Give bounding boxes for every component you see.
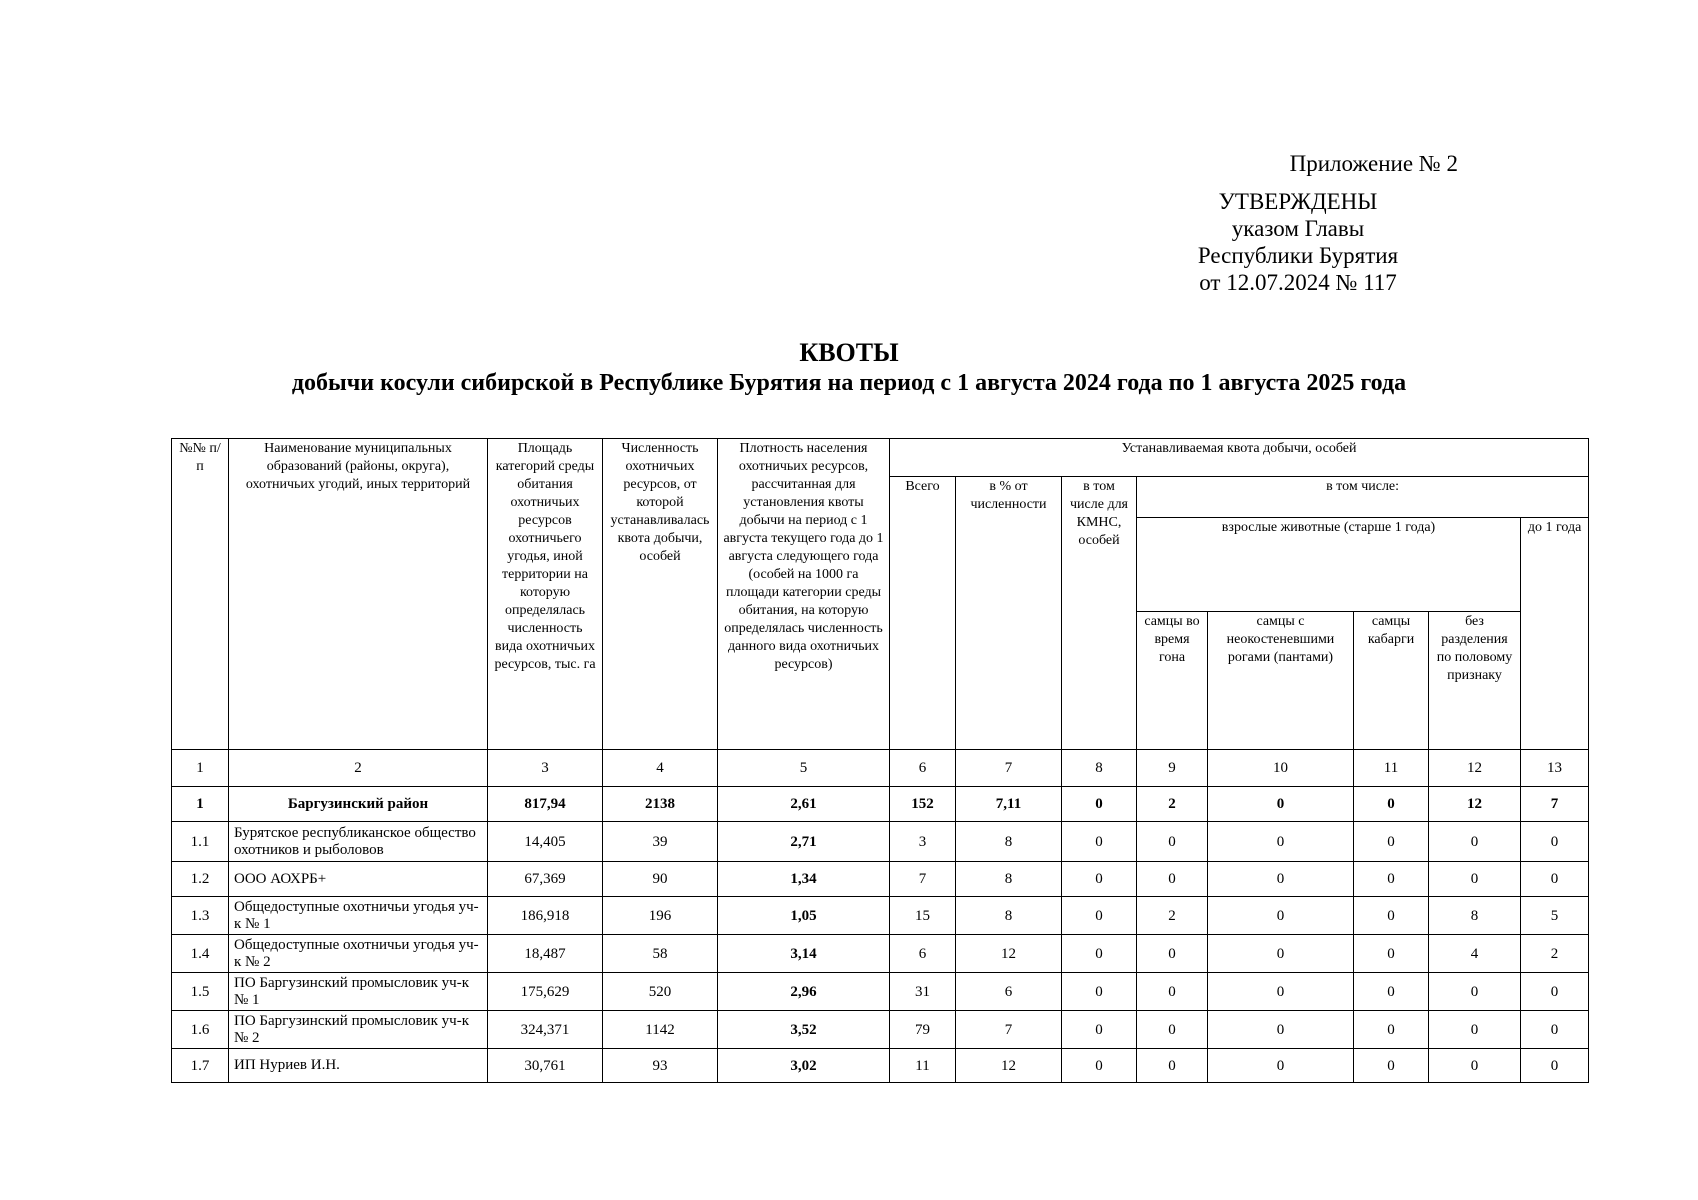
header-including: в том числе: bbox=[1137, 477, 1589, 518]
row-males-rut: 0 bbox=[1137, 1049, 1208, 1083]
row-young: 2 bbox=[1521, 935, 1589, 973]
row-young: 0 bbox=[1521, 862, 1589, 897]
row-total: 6 bbox=[890, 935, 956, 973]
row-kmns: 0 bbox=[1062, 935, 1137, 973]
row-kmns: 0 bbox=[1062, 1049, 1137, 1083]
row-musk-males: 0 bbox=[1354, 897, 1429, 935]
row-number: 1.2 bbox=[172, 862, 229, 897]
header-no-sex: без разделения по половому признаку bbox=[1429, 612, 1521, 750]
row-no-sex: 0 bbox=[1429, 862, 1521, 897]
column-number: 1 bbox=[172, 750, 229, 787]
approval-block bbox=[1138, 188, 1458, 296]
row-young: 0 bbox=[1521, 973, 1589, 1011]
row-young: 0 bbox=[1521, 822, 1589, 862]
column-number: 10 bbox=[1208, 750, 1354, 787]
row-musk-males: 0 bbox=[1354, 1049, 1429, 1083]
column-number: 5 bbox=[718, 750, 890, 787]
table-row bbox=[172, 822, 1589, 862]
row-name: ИП Нуриев И.Н. bbox=[229, 1049, 488, 1083]
row-number: 1 bbox=[172, 787, 229, 822]
row-males-rut: 0 bbox=[1137, 862, 1208, 897]
row-density: 2,96 bbox=[718, 973, 890, 1011]
row-area: 30,761 bbox=[488, 1049, 603, 1083]
table-row bbox=[172, 973, 1589, 1011]
row-count: 93 bbox=[603, 1049, 718, 1083]
row-males-antlers: 0 bbox=[1208, 1049, 1354, 1083]
row-males-antlers: 0 bbox=[1208, 973, 1354, 1011]
row-percent: 6 bbox=[956, 973, 1062, 1011]
row-kmns: 0 bbox=[1062, 973, 1137, 1011]
row-number: 1.1 bbox=[172, 822, 229, 862]
header-young: до 1 года bbox=[1521, 518, 1589, 750]
row-kmns: 0 bbox=[1062, 822, 1137, 862]
row-number: 1.6 bbox=[172, 1011, 229, 1049]
row-percent: 7 bbox=[956, 1011, 1062, 1049]
row-males-antlers: 0 bbox=[1208, 897, 1354, 935]
header-density: Плотность населения охотничьих ресурсов, рассчитанная для установления квоты добычи на период с 1 августа текущего года до 1 августа следующего года (особей на 1000 га площади категории среды обитания, на которую определялась численность данного вида охотничьих ресурсов) bbox=[718, 439, 890, 750]
row-density: 2,61 bbox=[718, 787, 890, 822]
row-young: 0 bbox=[1521, 1011, 1589, 1049]
row-total: 3 bbox=[890, 822, 956, 862]
row-name: Баргузинский район bbox=[229, 787, 488, 822]
row-males-rut: 0 bbox=[1137, 822, 1208, 862]
column-number: 13 bbox=[1521, 750, 1589, 787]
row-area: 14,405 bbox=[488, 822, 603, 862]
header-kmns: в том числе для КМНС, особей bbox=[1062, 477, 1137, 750]
row-density: 3,52 bbox=[718, 1011, 890, 1049]
row-area: 67,369 bbox=[488, 862, 603, 897]
row-males-rut: 0 bbox=[1137, 973, 1208, 1011]
header-males-antlers: самцы с неокостеневшими рогами (пантами) bbox=[1208, 612, 1354, 750]
row-area: 175,629 bbox=[488, 973, 603, 1011]
row-musk-males: 0 bbox=[1354, 787, 1429, 822]
column-number: 2 bbox=[229, 750, 488, 787]
decree-label: указом Главы bbox=[1231, 216, 1365, 241]
document-title: КВОТЫ bbox=[799, 338, 899, 367]
row-number: 1.3 bbox=[172, 897, 229, 935]
decree-date-number: от 12.07.2024 № 117 bbox=[1199, 270, 1397, 295]
row-musk-males: 0 bbox=[1354, 935, 1429, 973]
row-name: ПО Баргузинский промысловик уч-к № 2 bbox=[229, 1011, 488, 1049]
row-musk-males: 0 bbox=[1354, 973, 1429, 1011]
header-adults: взрослые животные (старше 1 года) bbox=[1137, 518, 1521, 612]
row-number: 1.7 bbox=[172, 1049, 229, 1083]
row-name: ООО АОХРБ+ bbox=[229, 862, 488, 897]
row-total: 31 bbox=[890, 973, 956, 1011]
header-name: Наименование муниципальных образований (районы, округа), охотничьих угодий, иных территорий bbox=[229, 439, 488, 750]
row-musk-males: 0 bbox=[1354, 1011, 1429, 1049]
row-number: 1.4 bbox=[172, 935, 229, 973]
row-musk-males: 0 bbox=[1354, 862, 1429, 897]
row-density: 3,14 bbox=[718, 935, 890, 973]
row-no-sex: 0 bbox=[1429, 1049, 1521, 1083]
row-name: Общедоступные охотничьи угодья уч-к № 1 bbox=[229, 897, 488, 935]
column-number: 8 bbox=[1062, 750, 1137, 787]
row-count: 520 bbox=[603, 973, 718, 1011]
header-quota-group: Устанавливаемая квота добычи, особей bbox=[890, 439, 1589, 477]
row-density: 1,05 bbox=[718, 897, 890, 935]
row-males-rut: 0 bbox=[1137, 935, 1208, 973]
row-percent: 12 bbox=[956, 1049, 1062, 1083]
row-no-sex: 0 bbox=[1429, 1011, 1521, 1049]
table-row bbox=[172, 1049, 1589, 1083]
column-number: 6 bbox=[890, 750, 956, 787]
row-count: 58 bbox=[603, 935, 718, 973]
row-count: 196 bbox=[603, 897, 718, 935]
row-males-antlers: 0 bbox=[1208, 787, 1354, 822]
column-numbers-row bbox=[172, 750, 1589, 787]
row-males-antlers: 0 bbox=[1208, 1011, 1354, 1049]
row-percent: 8 bbox=[956, 862, 1062, 897]
row-name: Бурятское республиканское общество охотников и рыболовов bbox=[229, 822, 488, 862]
row-young: 0 bbox=[1521, 1049, 1589, 1083]
row-density: 3,02 bbox=[718, 1049, 890, 1083]
row-count: 90 bbox=[603, 862, 718, 897]
row-number: 1.5 bbox=[172, 973, 229, 1011]
row-percent: 8 bbox=[956, 897, 1062, 935]
row-area: 18,487 bbox=[488, 935, 603, 973]
row-total: 11 bbox=[890, 1049, 956, 1083]
document-subtitle: добычи косули сибирской в Республике Бурятия на период с 1 августа 2024 года по 1 августа 2025 года bbox=[291, 370, 1407, 396]
row-males-antlers: 0 bbox=[1208, 935, 1354, 973]
column-number: 7 bbox=[956, 750, 1062, 787]
header-total: Всего bbox=[890, 477, 956, 750]
row-density: 1,34 bbox=[718, 862, 890, 897]
row-count: 2138 bbox=[603, 787, 718, 822]
row-total: 7 bbox=[890, 862, 956, 897]
row-kmns: 0 bbox=[1062, 862, 1137, 897]
quota-table bbox=[171, 438, 1589, 1083]
header-number: №№ п/п bbox=[172, 439, 229, 750]
row-kmns: 0 bbox=[1062, 897, 1137, 935]
row-males-rut: 0 bbox=[1137, 1011, 1208, 1049]
table-row bbox=[172, 1011, 1589, 1049]
column-number: 11 bbox=[1354, 750, 1429, 787]
column-number: 9 bbox=[1137, 750, 1208, 787]
row-area: 817,94 bbox=[488, 787, 603, 822]
row-males-antlers: 0 bbox=[1208, 822, 1354, 862]
row-name: Общедоступные охотничьи угодья уч-к № 2 bbox=[229, 935, 488, 973]
row-no-sex: 8 bbox=[1429, 897, 1521, 935]
row-name: ПО Баргузинский промысловик уч-к № 1 bbox=[229, 973, 488, 1011]
row-males-rut: 2 bbox=[1137, 897, 1208, 935]
table-row bbox=[172, 897, 1589, 935]
document-title-block bbox=[0, 337, 1698, 399]
row-total: 15 bbox=[890, 897, 956, 935]
row-density: 2,71 bbox=[718, 822, 890, 862]
row-total: 79 bbox=[890, 1011, 956, 1049]
header-area: Площадь категорий среды обитания охотничьих ресурсов охотничьего угодья, иной территории на которую определялась численность вида охотничьих ресурсов, тыс. га bbox=[488, 439, 603, 750]
row-musk-males: 0 bbox=[1354, 822, 1429, 862]
row-kmns: 0 bbox=[1062, 787, 1137, 822]
row-count: 1142 bbox=[603, 1011, 718, 1049]
row-total: 152 bbox=[890, 787, 956, 822]
row-no-sex: 4 bbox=[1429, 935, 1521, 973]
row-percent: 8 bbox=[956, 822, 1062, 862]
row-no-sex: 12 bbox=[1429, 787, 1521, 822]
column-number: 12 bbox=[1429, 750, 1521, 787]
row-area: 186,918 bbox=[488, 897, 603, 935]
column-number: 3 bbox=[488, 750, 603, 787]
header-count: Численность охотничьих ресурсов, от которой устанавливалась квота добычи, особей bbox=[603, 439, 718, 750]
row-percent: 7,11 bbox=[956, 787, 1062, 822]
table-row bbox=[172, 787, 1589, 822]
table-row bbox=[172, 935, 1589, 973]
row-area: 324,371 bbox=[488, 1011, 603, 1049]
row-percent: 12 bbox=[956, 935, 1062, 973]
column-number: 4 bbox=[603, 750, 718, 787]
row-count: 39 bbox=[603, 822, 718, 862]
header-musk-males: самцы кабарги bbox=[1354, 612, 1429, 750]
row-kmns: 0 bbox=[1062, 1011, 1137, 1049]
republic-label: Республики Бурятия bbox=[1197, 243, 1399, 268]
approved-label: УТВЕРЖДЕНЫ bbox=[1218, 189, 1378, 214]
appendix-label: Приложение № 2 bbox=[1289, 151, 1458, 176]
row-males-antlers: 0 bbox=[1208, 862, 1354, 897]
header-percent: в % от численности bbox=[956, 477, 1062, 750]
row-young: 7 bbox=[1521, 787, 1589, 822]
table-row bbox=[172, 862, 1589, 897]
row-no-sex: 0 bbox=[1429, 822, 1521, 862]
row-young: 5 bbox=[1521, 897, 1589, 935]
header-males-rut: самцы во время гона bbox=[1137, 612, 1208, 750]
row-males-rut: 2 bbox=[1137, 787, 1208, 822]
row-no-sex: 0 bbox=[1429, 973, 1521, 1011]
